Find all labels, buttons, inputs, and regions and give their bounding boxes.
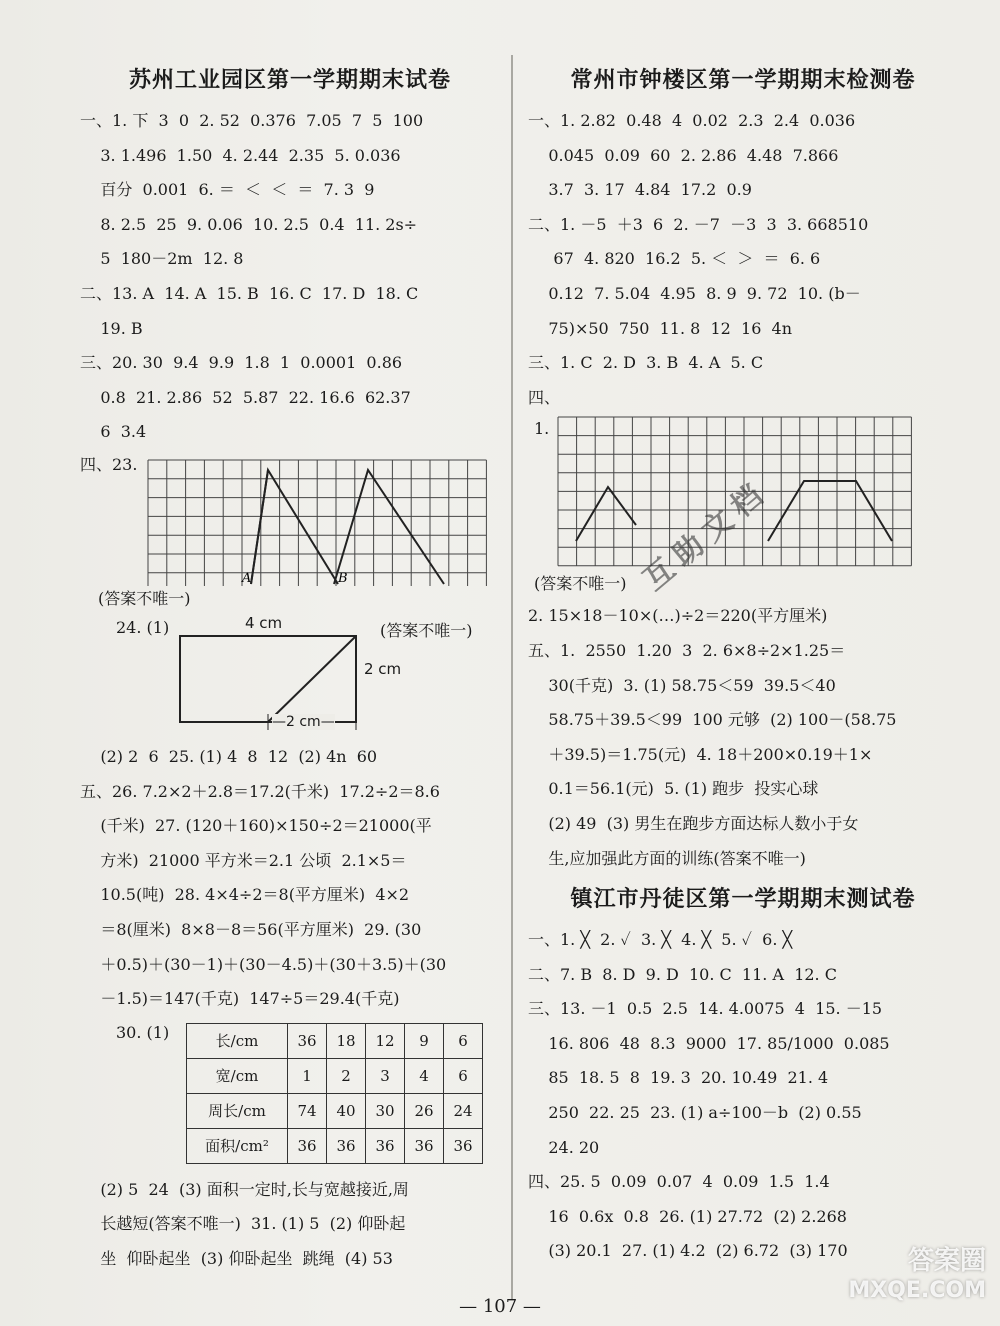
answer-line: 0.1＝56.1(元) 5. (1) 跑步 投实心球 <box>528 779 819 799</box>
table-cell: 36 <box>288 1023 327 1058</box>
answers-block-1 <box>80 104 500 450</box>
answer-line: (3) 20.1 27. (1) 4.2 (2) 6.72 (3) 170 <box>528 1241 848 1261</box>
right-column <box>528 55 958 1269</box>
q24-note: (答案不唯一) <box>380 620 473 640</box>
table-cell: 1 <box>288 1058 327 1093</box>
answer-line: 0.045 0.09 60 2. 2.86 4.48 7.866 <box>528 145 839 165</box>
trapezoid <box>768 481 892 541</box>
answer-line: (2) 49 (3) 男生在跑步方面达标人数小于女 <box>528 813 859 833</box>
answer-line: 生,应加强此方面的训练(答案不唯一) <box>528 848 806 868</box>
answer-line: 3. 1.496 1.50 4. 2.44 2.35 5. 0.036 <box>80 145 401 165</box>
answer-line: 一、1. 2.82 0.48 4 0.02 2.3 2.4 0.036 <box>528 111 856 130</box>
left-column <box>80 55 500 1276</box>
answer-line: 8. 2.5 25 9. 0.06 10. 2.5 0.4 11. 2s÷ <box>80 214 418 234</box>
answer-line: 五、1. 2550 1.20 3 2. 6×8÷2×1.25＝ <box>528 640 846 660</box>
table-row <box>187 1128 483 1163</box>
watermark-url: MXQE.COM <box>848 1278 986 1303</box>
answer-line: 百分 0.001 6. ＝ ＜ ＜ ＝ 7. 3 9 <box>80 180 375 200</box>
table-cell: 36 <box>444 1128 483 1163</box>
answer-line: 三、1. C 2. D 3. B 4. A 5. C <box>528 353 764 373</box>
table-cell: 6 <box>444 1058 483 1093</box>
answer-line: ＋0.5)＋(30－1)＋(30－4.5)＋(30＋3.5)＋(30 <box>80 954 447 974</box>
q23-label: 四、23. <box>80 454 138 474</box>
section-title-changzhou: 常州市钟楼区第一学期期末检测卷 <box>570 68 916 93</box>
answers-block-4 <box>528 104 958 415</box>
column-divider <box>511 55 513 1300</box>
sketch-lines <box>576 487 636 541</box>
answer-line: 一、1. ╳ 2. ✓ 3. ╳ 4. ╳ 5. ✓ 6. ╳ <box>528 930 793 950</box>
q24-label: 24. (1) <box>116 617 170 637</box>
site-watermark <box>848 1246 986 1306</box>
stamp-watermark: 互助文档 <box>636 473 776 599</box>
rect-top-label: 4 cm <box>245 613 283 632</box>
answer-line: 二、7. B 8. D 9. D 10. C 11. A 12. C <box>528 964 837 984</box>
answer-line: 16. 806 48 8.3 9000 17. 85/1000 0.085 <box>528 1033 890 1053</box>
table-cell: 6 <box>444 1023 483 1058</box>
rect-side-label: 2 cm <box>364 659 402 678</box>
watermark-logo-text: 答案圈 <box>907 1246 986 1276</box>
q4-1-block <box>528 415 958 599</box>
table-cell: 74 <box>288 1093 327 1128</box>
table-cell: 9 <box>405 1023 444 1058</box>
answer-line: 6 3.4 <box>80 422 147 442</box>
answer-line: 坐 仰卧起坐 (3) 仰卧起坐 跳绳 (4) 53 <box>80 1248 393 1268</box>
answer-line: 10.5(吨) 28. 4×4÷2＝8(平方厘米) 4×2 <box>80 885 410 905</box>
answer-line: －1.5)＝147(千克) 147÷5＝29.4(千克) <box>80 989 400 1009</box>
table-cell: 3 <box>366 1058 405 1093</box>
table-row <box>187 1058 483 1093</box>
answer-line: 0.8 21. 2.86 52 5.87 22. 16.6 62.37 <box>80 387 411 407</box>
answer-line: 5 180－2m 12. 8 <box>80 249 244 269</box>
answer-line: 三、20. 30 9.4 9.9 1.8 1 0.0001 0.86 <box>80 353 403 373</box>
answer-line: ＝8(厘米) 8×8－8＝56(平方厘米) 29. (30 <box>80 919 422 939</box>
answer-line: 58.75＋39.5＜99 100 元够 (2) 100－(58.75 <box>528 710 897 730</box>
section-title-suzhou: 苏州工业园区第一学期期末试卷 <box>128 68 451 93</box>
q30-block <box>80 1017 500 1167</box>
table-cell: 2 <box>327 1058 366 1093</box>
answer-line: 85 18. 5 8 19. 3 20. 10.49 21. 4 <box>528 1068 829 1088</box>
answer-line: 方米) 21000 平方米＝2.1 公顷 2.1×5＝ <box>80 850 407 870</box>
answer-line: 75)×50 750 11. 8 12 16 4n <box>528 318 793 338</box>
answers-block-6 <box>528 923 958 1269</box>
table-row <box>187 1023 483 1058</box>
table-cell: 18 <box>327 1023 366 1058</box>
answers-block-2 <box>80 740 500 1017</box>
q30-label: 30. (1) <box>116 1022 170 1042</box>
answer-line: 四、 <box>528 387 561 407</box>
answer-line: 三、13. －1 0.5 2.5 14. 4.0075 4 15. －15 <box>528 999 883 1019</box>
table-header-cell: 周长/cm <box>187 1093 288 1128</box>
table-cell: 36 <box>288 1128 327 1163</box>
answer-line: (千米) 27. (120＋160)×150÷2＝21000(平 <box>80 816 432 836</box>
page-number: — 107 — <box>459 1296 541 1317</box>
section-title-zhenjiang: 镇江市丹徒区第一学期期末测试卷 <box>570 887 916 913</box>
answer-line: 67 4. 820 16.2 5. ＜ ＞ ＝ 6. 6 <box>528 249 821 269</box>
answer-line: 二、1. －5 ＋3 6 2. －7 －3 3 3. 668510 <box>528 214 869 234</box>
answer-line: 16 0.6x 0.8 26. (1) 27.72 (2) 2.268 <box>528 1206 847 1226</box>
table-cell: 4 <box>405 1058 444 1093</box>
answer-line: ＋39.5)＝1.75(元) 4. 18＋200×0.19＋1× <box>528 744 873 764</box>
q30-table <box>186 1023 483 1164</box>
answer-line: 五、26. 7.2×2＋2.8＝17.2(千米) 17.2÷2＝8.6 <box>80 781 440 801</box>
table-header-cell: 宽/cm <box>187 1058 288 1093</box>
answer-line: 四、25. 5 0.09 0.07 4 0.09 1.5 1.4 <box>528 1172 830 1192</box>
table-cell: 12 <box>366 1023 405 1058</box>
table-row <box>187 1093 483 1128</box>
answer-line: 3.7 3. 17 4.84 17.2 0.9 <box>528 180 752 200</box>
q23-block <box>80 450 500 608</box>
note-not-unique: (答案不唯一) <box>98 588 191 608</box>
answer-line: 24. 20 <box>528 1137 600 1157</box>
rect-bottom-label: —2 cm— <box>272 713 335 730</box>
answer-line: 250 22. 25 23. (1) a÷100－b (2) 0.55 <box>528 1103 862 1123</box>
table-cell: 40 <box>327 1093 366 1128</box>
table-header-cell: 面积/cm² <box>187 1128 288 1163</box>
triangle-a <box>251 470 338 584</box>
answer-line: 30(千克) 3. (1) 58.75＜59 39.5＜40 <box>528 675 836 695</box>
q4-1-label: 1. <box>534 419 550 439</box>
table-cell: 26 <box>405 1093 444 1128</box>
table-cell: 36 <box>405 1128 444 1163</box>
answer-line: 2. 15×18－10×(…)÷2＝220(平方厘米) <box>528 606 828 626</box>
table-cell: 36 <box>327 1128 366 1163</box>
answer-line: (2) 2 6 25. (1) 4 8 12 (2) 4n 60 <box>80 746 378 766</box>
table-header-cell: 长/cm <box>187 1023 288 1058</box>
triangle-b <box>334 470 444 584</box>
grid-label-b: B <box>338 570 348 586</box>
answer-line: 0.12 7. 5.04 4.95 8. 9 9. 72 10. (b－ <box>528 283 861 303</box>
q23-grid-figure <box>146 458 488 586</box>
answer-line: 二、13. A 14. A 15. B 16. C 17. D 18. C <box>80 283 419 303</box>
table-cell: 24 <box>444 1093 483 1128</box>
grid-label-a: A <box>242 570 252 586</box>
table-cell: 36 <box>366 1128 405 1163</box>
q24-block <box>80 613 500 736</box>
answers-block-5 <box>528 599 958 876</box>
answer-line: 19. B <box>80 318 143 338</box>
answer-line: (2) 5 24 (3) 面积一定时,长与宽越接近,周 <box>80 1179 409 1199</box>
note-not-unique-2: (答案不唯一) <box>534 574 627 594</box>
answer-line: 一、1. 下 3 0 2. 52 0.376 7.05 7 5 100 <box>80 111 424 130</box>
answer-line: 长越短(答案不唯一) 31. (1) 5 (2) 仰卧起 <box>80 1214 406 1234</box>
table-cell: 30 <box>366 1093 405 1128</box>
answers-block-3 <box>80 1173 500 1277</box>
